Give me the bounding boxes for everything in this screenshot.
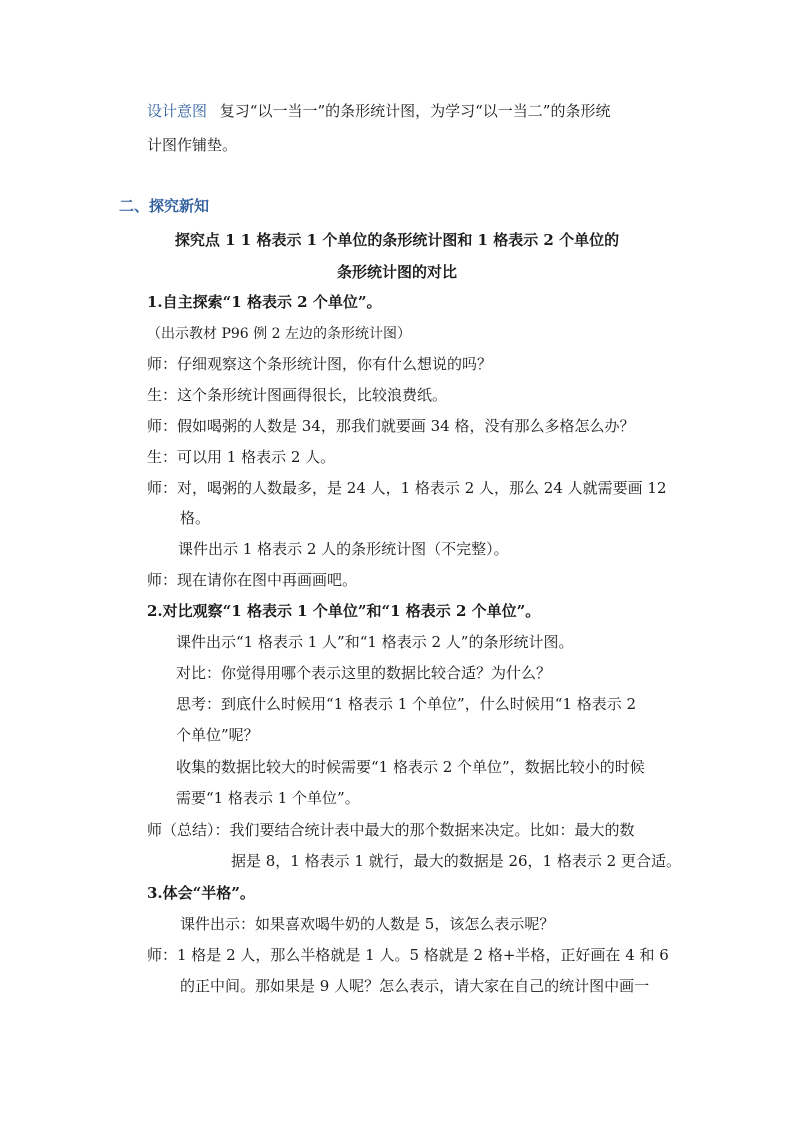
courseware-line: 课件出示：如果喜欢喝牛奶的人数是 5，该怎么表示呢？ (180, 915, 555, 933)
courseware-line: 课件出示 1 格表示 2 人的条形统计图（不完整）。 (178, 540, 509, 558)
part2-line: 个单位”呢？ (176, 726, 259, 744)
part2-line: 课件出示“1 格表示 1 人”和“1 格表示 2 人”的条形统计图。 (176, 633, 574, 651)
dialogue-line: 师：现在请你在图中再画画吧。 (147, 571, 358, 589)
dialogue-line: 师：仔细观察这个条形统计图，你有什么想说的吗？ (147, 355, 493, 373)
dialogue-line: 师：1 格是 2 人，那么半格就是 1 人。5 格就是 2 格+半格，正好画在 4 和 6 (147, 946, 669, 964)
design-intent-line1 (147, 101, 675, 121)
part1-heading: 1.自主探索“1 格表示 2 个单位”。 (147, 293, 382, 311)
inquiry-title-line1: 探究点 1 1 格表示 1 个单位的条形统计图和 1 格表示 2 个单位的 (174, 231, 620, 249)
dialogue-line: 师：对，喝粥的人数最多，是 24 人，1 格表示 2 人，那么 24 人就需要画 12 (147, 479, 667, 497)
dialogue-line: 师：假如喝粥的人数是 34，那我们就要画 34 格，没有那么多格怎么办？ (147, 417, 635, 435)
part2-line: 需要“1 格表示 1 个单位”。 (176, 789, 360, 807)
design-intent-text: 复习“以一当一”的条形统计图，为学习“以一当二”的条形统 (219, 102, 611, 120)
section-title: 二、探究新知 (119, 197, 210, 215)
inquiry-title-line2: 条形统计图的对比 (336, 263, 457, 281)
summary-line-continued: 据是 8，1 格表示 1 就行，最大的数据是 26，1 格表示 2 更合适。 (231, 852, 681, 870)
design-intent-line2: 计图作铺垫。 (147, 136, 238, 154)
part2-heading: 2.对比观察“1 格表示 1 个单位”和“1 格表示 2 个单位”。 (147, 602, 541, 620)
design-intent-label: 设计意图 (147, 102, 208, 120)
dialogue-line: 生：可以用 1 格表示 2 人。 (147, 448, 336, 466)
summary-line: 师（总结）：我们要结合统计表中最大的那个数据来决定。比如：最大的数 (147, 821, 635, 839)
part1-note: （出示教材 P96 例 2 左边的条形统计图） (147, 326, 411, 342)
part2-line: 思考：到底什么时候用“1 格表示 1 个单位”，什么时候用“1 格表示 2 (176, 695, 637, 713)
part3-heading: 3.体会“半格”。 (147, 884, 255, 902)
dialogue-line: 生：这个条形统计图画得很长，比较浪费纸。 (147, 386, 448, 404)
dialogue-line-continued: 格。 (180, 509, 211, 527)
dialogue-line-continued: 的正中间。那如果是 9 人呢？怎么表示，请大家在自己的统计图中画一 (180, 977, 650, 995)
part2-line: 对比：你觉得用哪个表示这里的数据比较合适？为什么？ (176, 664, 552, 682)
part2-line: 收集的数据比较大的时候需要“1 格表示 2 个单位”，数据比较小的时候 (176, 758, 645, 776)
